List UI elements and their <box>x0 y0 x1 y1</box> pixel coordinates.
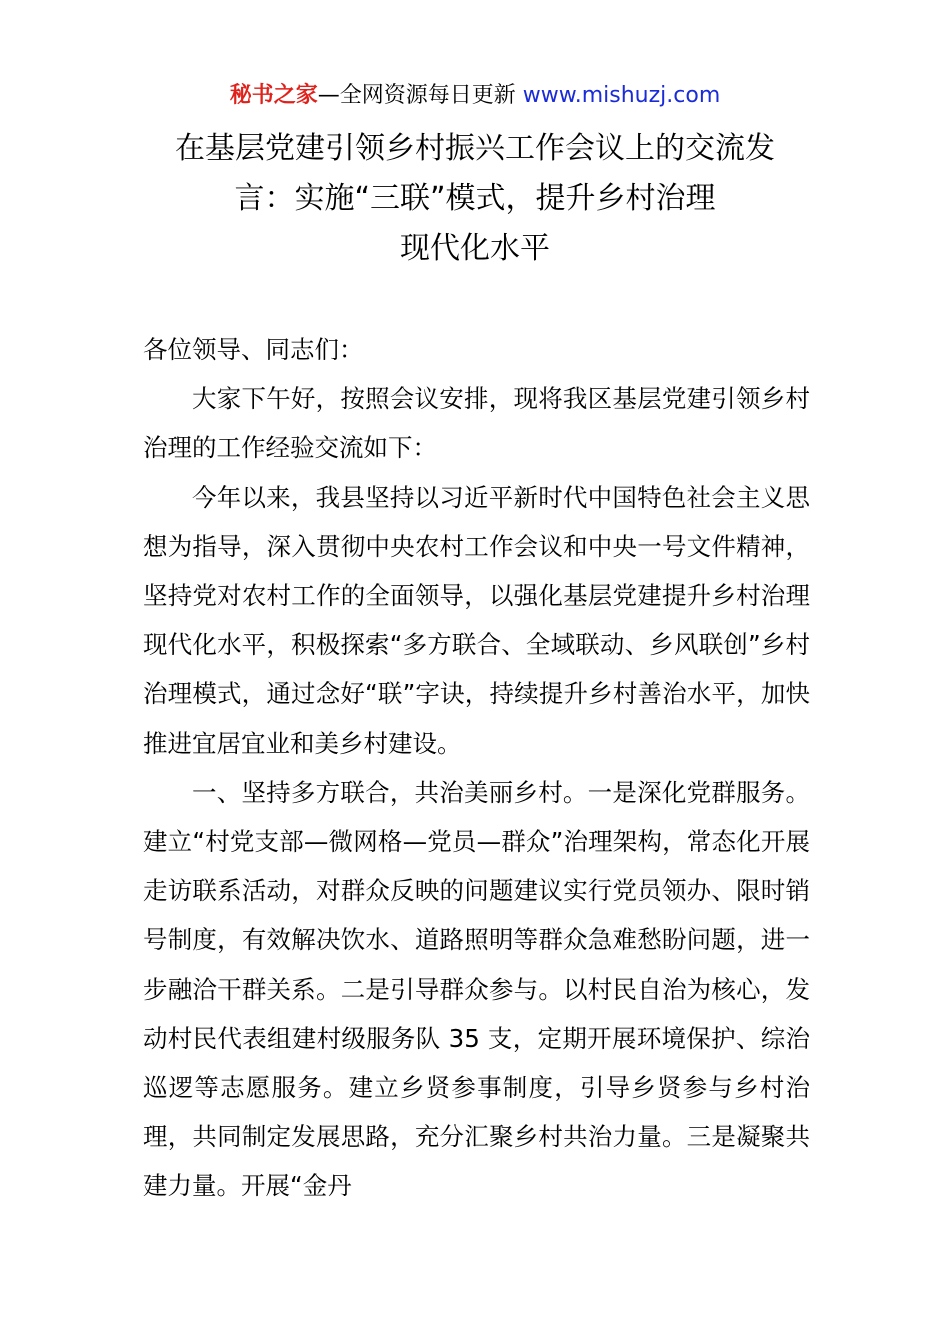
site-tagline: —全网资源每日更新 <box>317 83 523 108</box>
title-line: 言：实施“三联”模式，提升乡村治理 <box>234 181 716 216</box>
site-brand: 秘书之家 <box>229 83 318 108</box>
document-title <box>120 124 830 274</box>
document-body <box>143 325 810 1211</box>
paragraph-overview: 今年以来，我县坚持以习近平新时代中国特色社会主义思想为指导，深入贯彻中央农村工作会议和中央一号文件精神，坚持党对农村工作的全面领导，以强化基层党建提升乡村治理现代化水平，积极探索“多方联合、全域联动、乡风联创”乡村治理模式，通过念好“联”字诀，持续提升乡村善治水平，加快推进宜居宜业和美乡村建设。 <box>143 482 810 758</box>
salutation: 各位领导、同志们： <box>143 335 364 364</box>
title-line: 现代化水平 <box>400 231 550 266</box>
paragraph-section-one: 一、坚持多方联合，共治美丽乡村。一是深化党群服务。建立“村党支部—微网格—党员—群众”治理架构，常态化开展走访联系活动，对群众反映的问题建议实行党员领办、限时销号制度，有效解决饮水、道路照明等群众急难愁盼问题，进一步融洽干群关系。二是引导群众参与。以村民自治为核心，发动村民代表组建村级服务队 35 支，定期开展环境保护、综治巡逻等志愿服务。建立乡贤参事制度，引导乡贤参与乡村治理，共同制定发展思路，充分汇聚乡村共治力量。三是凝聚共建力量。开展“金丹 <box>143 777 810 1201</box>
paragraph-intro: 大家下午好，按照会议安排，现将我区基层党建引领乡村治理的工作经验交流如下： <box>143 384 810 463</box>
site-header <box>0 80 950 112</box>
title-line: 在基层党建引领乡村振兴工作会议上的交流发 <box>175 131 775 166</box>
site-url: www.mishuzj.com <box>522 83 721 108</box>
